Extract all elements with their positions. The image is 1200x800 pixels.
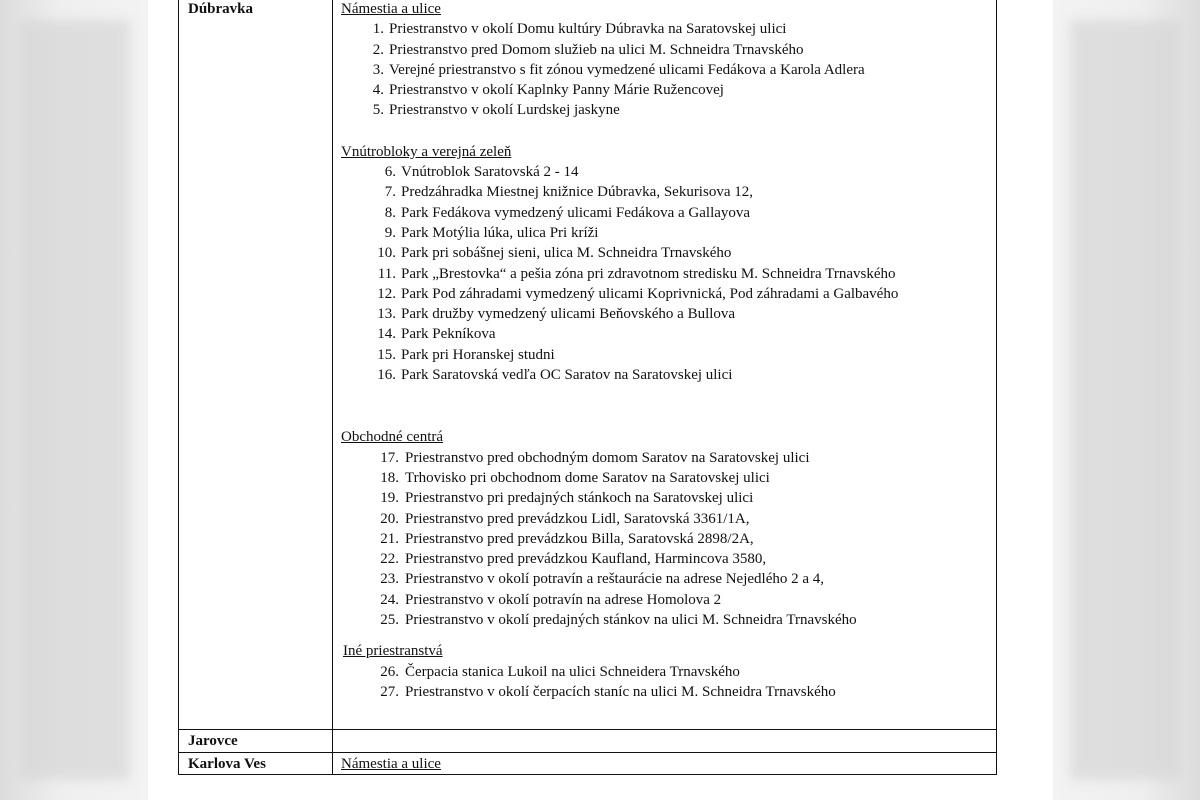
district-cell: Karlova Ves xyxy=(179,752,333,774)
section-title: Námestia a ulice xyxy=(341,755,441,772)
location-list xyxy=(341,448,996,631)
districts-table xyxy=(178,0,997,775)
section-inner-blocks-greenery xyxy=(341,142,996,386)
document-page xyxy=(148,0,1053,800)
location-list xyxy=(341,19,996,120)
section-title: Obchodné centrá xyxy=(341,429,444,446)
list-item: 5. Priestranstvo v okolí Lurdskej jaskyne xyxy=(372,102,620,119)
list-item: 21. Priestranstvo pred prevádzkou Billa, Saratovská 2898/2A, xyxy=(380,530,754,547)
blurred-right-margin xyxy=(1070,20,1180,780)
list-item: 10. Park pri sobášnej sieni, ulica M. Schneidra Trnavského xyxy=(377,245,732,262)
list-item: 4. Priestranstvo v okolí Kaplnky Panny Márie Ružencovej xyxy=(372,82,724,99)
location-list xyxy=(341,662,996,703)
section-title: Námestia a ulice xyxy=(341,1,441,17)
list-item: 16. Park Saratovská vedľa OC Saratov na Saratovskej ulici xyxy=(377,367,733,384)
table-row xyxy=(179,0,997,730)
locations-cell xyxy=(333,730,997,752)
district-cell: Dúbravka xyxy=(179,0,333,730)
locations-cell xyxy=(333,0,997,730)
list-item: 15. Park pri Horanskej studni xyxy=(377,346,555,363)
section-title: Iné priestranstvá xyxy=(343,643,443,660)
section-shopping-centers xyxy=(341,427,996,630)
list-item: 2. Priestranstvo pred Domom služieb na ulici M. Schneidra Trnavského xyxy=(372,41,804,58)
list-item: 17. Priestranstvo pred obchodným domom Saratov na Saratovskej ulici xyxy=(380,449,810,466)
list-item: 26. Čerpacia stanica Lukoil na ulici Schneidera Trnavského xyxy=(380,663,740,680)
list-item: 19. Priestranstvo pri predajných stánkoch na Saratovskej ulici xyxy=(380,490,754,507)
list-item: 13. Park družby vymedzený ulicami Beňovského a Bullova xyxy=(377,306,736,323)
list-item: 22. Priestranstvo pred prevádzkou Kaufland, Harmincova 3580, xyxy=(380,551,767,568)
locations-cell xyxy=(333,752,997,774)
list-item: 8. Park Fedákova vymedzený ulicami Fedákova a Gallayova xyxy=(384,204,751,221)
list-item: 7. Predzáhradka Miestnej knižnice Dúbravka, Sekurisova 12, xyxy=(384,184,753,201)
list-item: 23. Priestranstvo v okolí potravín a reštaurácie na adrese Nejedlého 2 a 4, xyxy=(380,571,825,588)
list-item: 1. Priestranstvo v okolí Domu kultúry Dúbravka na Saratovskej ulici xyxy=(372,21,787,38)
section-other-spaces xyxy=(341,641,996,702)
list-item: 25. Priestranstvo v okolí predajných stánkov na ulici M. Schneidra Trnavského xyxy=(380,612,857,629)
table-row xyxy=(179,730,997,752)
location-list xyxy=(341,162,996,385)
list-item: 20. Priestranstvo pred prevádzkou Lidl, Saratovská 3361/1A, xyxy=(380,510,750,527)
list-item: 14. Park Pekníkova xyxy=(377,326,496,343)
list-item: 12. Park Pod záhradami vymedzený ulicami Koprivnická, Pod záhradami a Galbavého xyxy=(377,285,899,302)
list-item: 9. Park Motýlia lúka, ulica Pri kríži xyxy=(384,224,599,241)
table-row xyxy=(179,752,997,774)
list-item: 3. Verejné priestranstvo s fit zónou vymedzené ulicami Fedákova a Karola Adlera xyxy=(372,61,865,78)
list-item: 24. Priestranstvo v okolí potravín na adrese Homolova 2 xyxy=(380,591,722,608)
district-cell: Jarovce xyxy=(179,730,333,752)
blurred-left-margin xyxy=(20,20,130,780)
section-title: Vnútrobloky a verejná zeleň xyxy=(341,143,512,160)
section-squares-streets xyxy=(341,0,996,121)
list-item: 11. Park „Brestovka“ a pešia zóna pri zdravotnom stredisku M. Schneidra Trnavského xyxy=(377,265,896,282)
list-item: 18. Trhovisko pri obchodnom dome Saratov na Saratovskej ulici xyxy=(380,469,770,486)
list-item: 6. Vnútroblok Saratovská 2 - 14 xyxy=(384,164,579,181)
list-item: 27. Priestranstvo v okolí čerpacích staníc na ulici M. Schneidra Trnavského xyxy=(380,683,836,700)
